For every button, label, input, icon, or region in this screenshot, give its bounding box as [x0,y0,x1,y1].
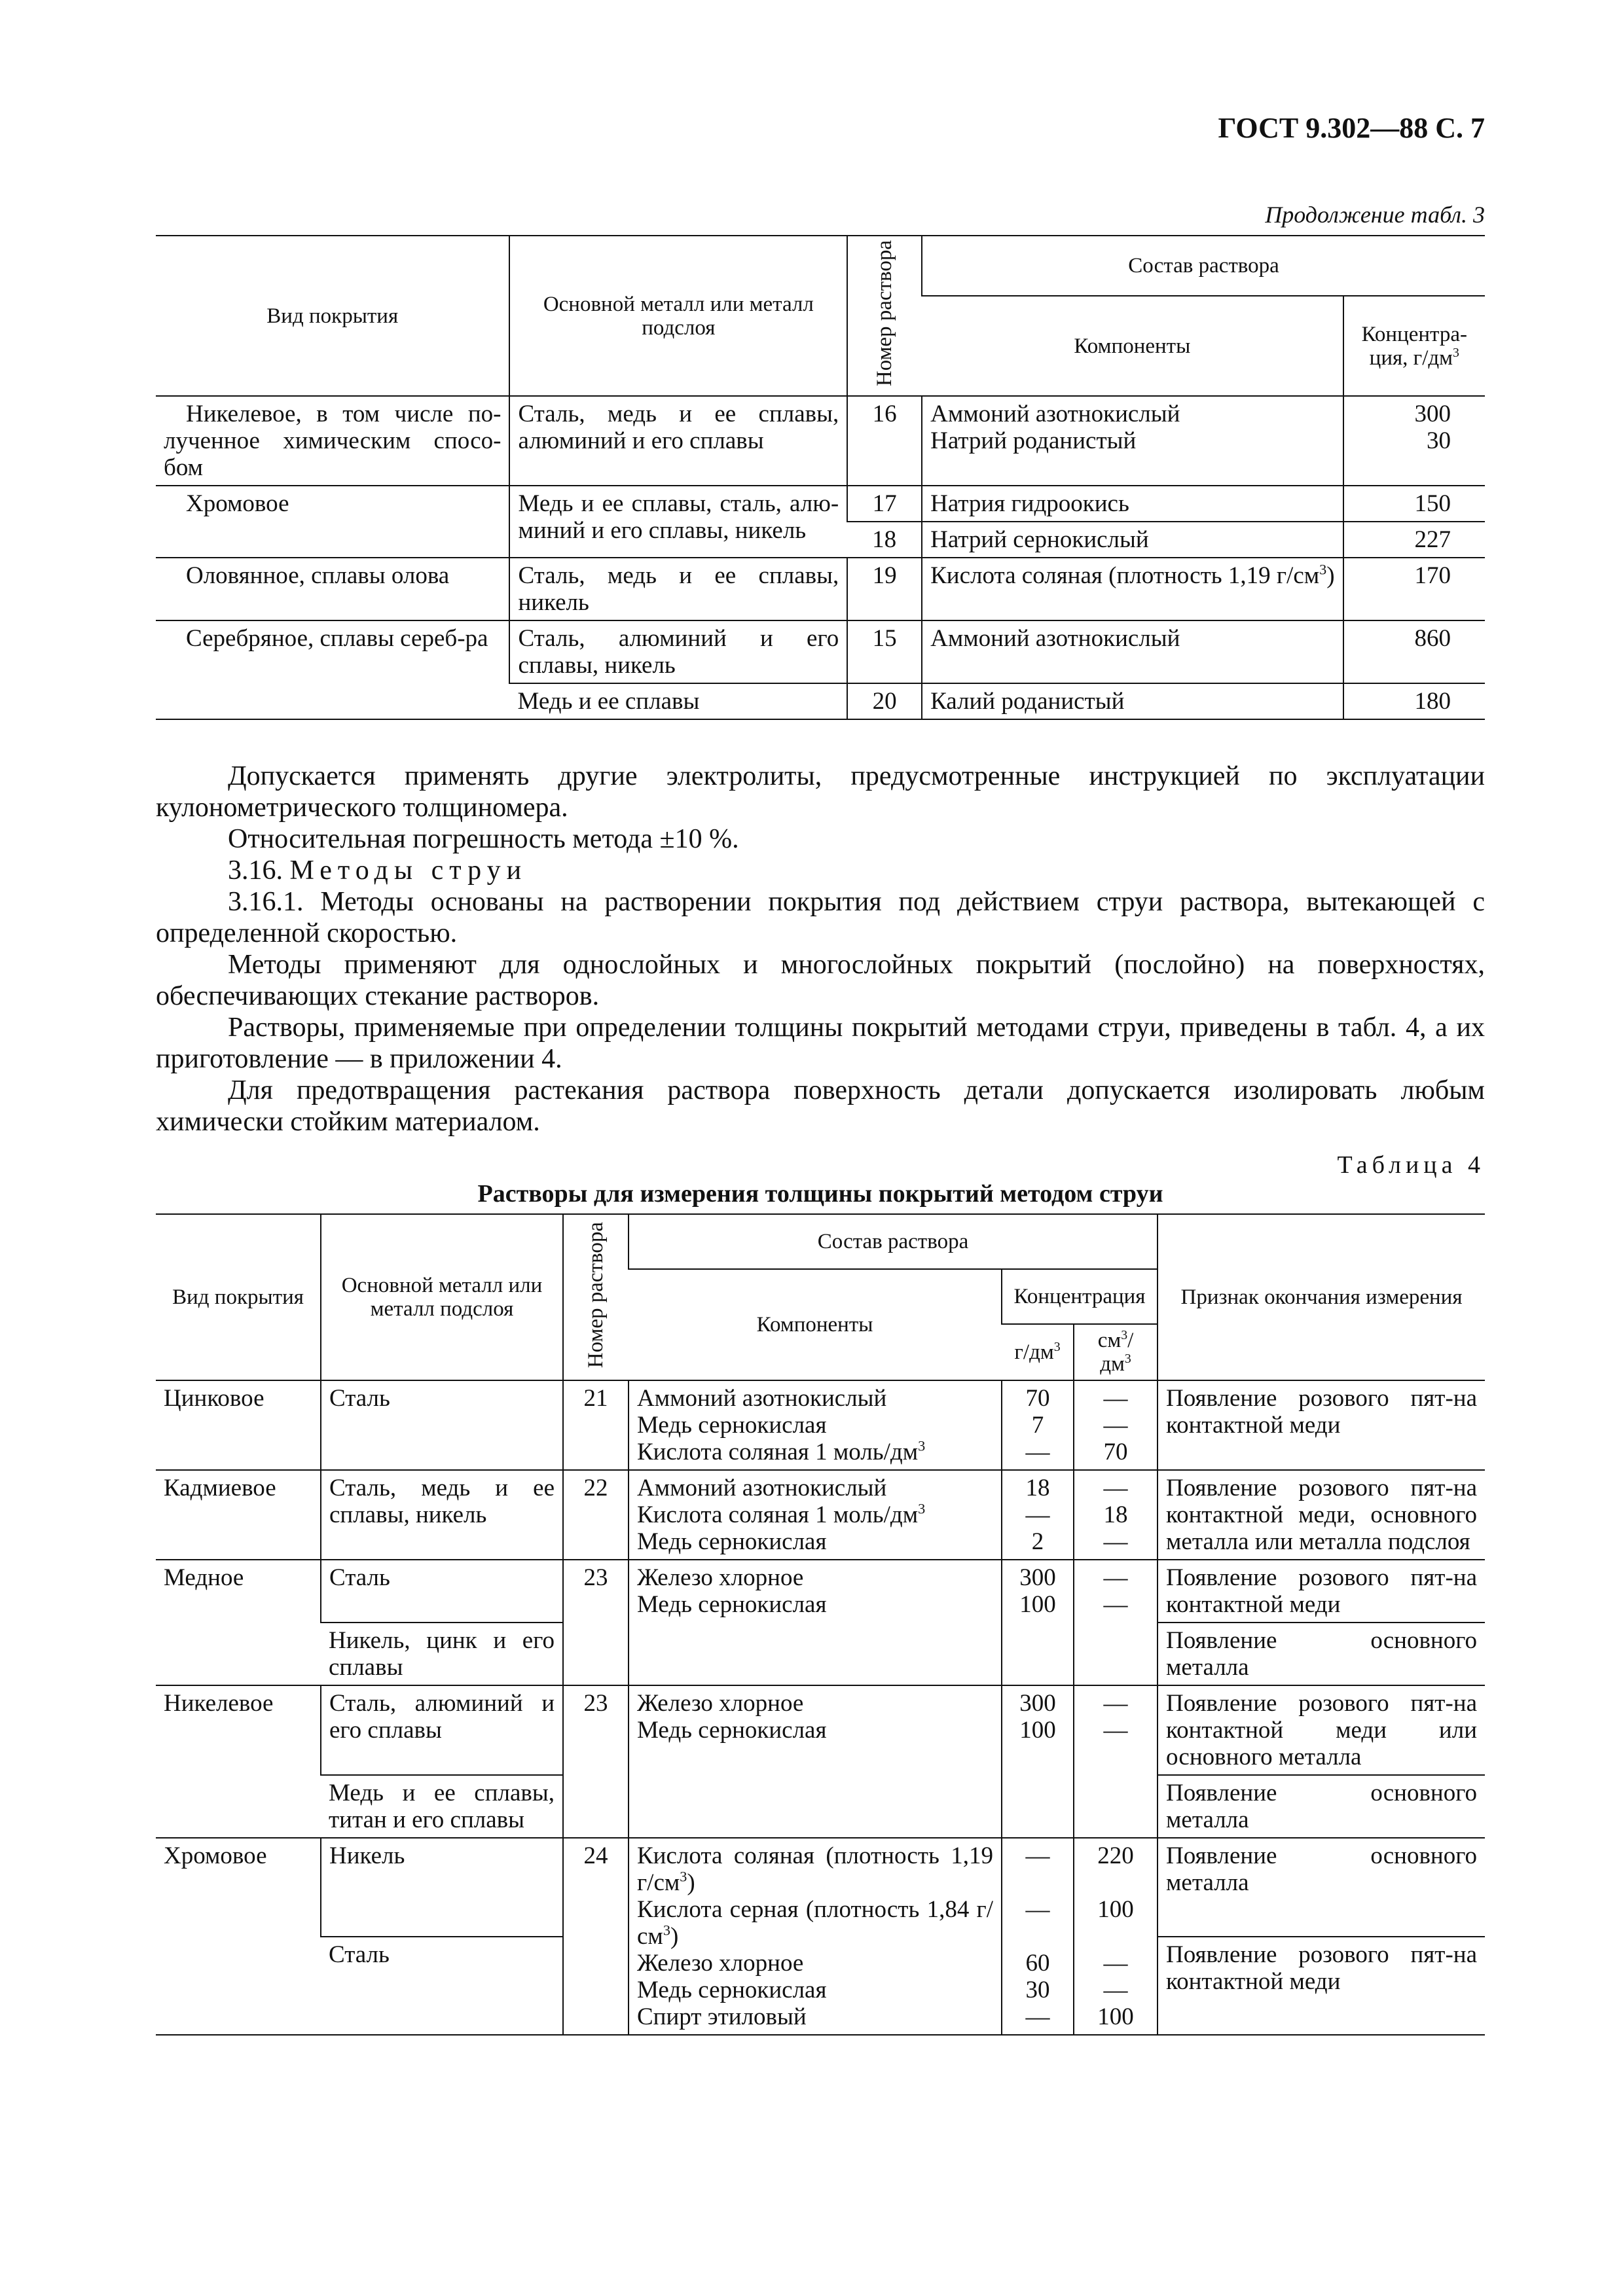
cell-komp [922,396,1343,486]
cell-komp [922,620,1343,683]
col-header-komp: Компоненты [922,296,1343,396]
value: 170 [1414,562,1451,590]
paragraph: Растворы, применяемые при определении толщины покрытий методами струи, приведены в табл. 4, а их приготовление — в приложении 4. [156,1013,1485,1075]
component: Натрий роданистый [930,427,1137,455]
cell-komp [629,1838,1002,2035]
value: 30 [1025,1977,1050,2004]
cell-metal: Сталь, алюминий и его сплавы [321,1685,563,1775]
cell-nomer: 17 [847,486,922,522]
component: Аммоний азотнокислый [637,1475,887,1502]
table-3 [156,235,1485,720]
cell-priznak: Появление розового пят-на контактной меди, основного металла или металла подслоя [1158,1470,1485,1560]
cell-priznak: Появление розового пят-на контактной меди [1158,1560,1485,1623]
value: — [1103,1690,1128,1717]
col-header-cm: $см^3/дм^3$ [1074,1324,1158,1380]
value: — [1025,1896,1050,1924]
col-header-metal: Основной металл или металл подслоя [321,1214,563,1380]
value: 70 [1025,1385,1050,1412]
cell-nomer: 24 [563,1838,629,2035]
value: — [1103,1385,1128,1412]
table-row [156,396,1485,486]
cell-nomer: 23 [563,1560,629,1685]
table-row [156,620,1485,683]
cell-konc [1343,683,1485,719]
table-row [156,1470,1485,1560]
cell-nomer: 22 [563,1470,629,1560]
value: 70 [1103,1439,1128,1466]
value: 300 [1414,401,1451,428]
cell-cm [1074,1838,1158,2035]
cell-metal: Сталь, медь и ее сплавы, никель [509,558,847,620]
component: Кислота соляная 1 моль/$дм^3$ [637,1500,926,1529]
component: Натрий сернокислый [930,526,1149,554]
col-header-konc: Концентра- ция, $г/дм^3$ [1343,296,1485,396]
col-header-nomer: Номер раствора [584,1221,608,1368]
value: 300 [1019,1564,1056,1592]
cell-vid: Никелевое [156,1685,321,1838]
value: — [1103,1475,1128,1502]
cell-metal: Медь и ее сплавы [509,683,847,719]
component: Кислота соляная (плотность 1,19 $г/см^3$) [637,1842,993,1897]
value: — [1025,2003,1050,2031]
cell-konc [1343,486,1485,522]
component: Калий роданистый [930,688,1125,715]
value: 30 [1427,427,1451,455]
value: 2 [1031,1528,1044,1556]
col-header-nomer: Номер раствора [873,240,897,387]
value: — [1103,1977,1128,2004]
cell-vid: Оловянное, сплавы олова [156,558,509,620]
cell-vid: Медное [156,1560,321,1685]
component: Медь сернокислая [637,1591,827,1619]
cell-vid: Кадмиевое [156,1470,321,1560]
cell-metal: Сталь, медь и ее сплавы, алюминий и его сплавы [509,396,847,486]
table-row [156,1560,1485,1623]
cell-priznak: Появление основного металла [1158,1838,1485,1937]
cell-komp [629,1685,1002,1838]
value: 100 [1097,1896,1134,1924]
cell-konc [1343,396,1485,486]
cell-cm [1074,1380,1158,1470]
col-header-metal: Основной металл или металл подслоя [509,236,847,396]
component: Медь сернокислая [637,1977,827,2004]
component: Железо хлорное [637,1690,804,1717]
cell-nomer: 20 [847,683,922,719]
cell-metal: Сталь [321,1380,563,1470]
value: 100 [1019,1591,1056,1619]
cell-g [1002,1380,1074,1470]
component: Аммоний азотнокислый [637,1385,887,1412]
cell-konc [1343,558,1485,620]
section-heading: 3.16. Методы струи [228,855,528,886]
value: 18 [1025,1475,1050,1502]
table-row [156,1685,1485,1775]
cell-metal: Сталь [321,1937,563,2036]
cell-nomer: 18 [847,522,922,558]
value: 18 [1103,1501,1128,1529]
component: Аммоний азотнокислый [930,401,1180,428]
cell-g [1002,1470,1074,1560]
cell-komp [629,1380,1002,1470]
cell-nomer: 21 [563,1380,629,1470]
cell-vid: Никелевое, в том числе по-лученное химическим спосо-бом [164,401,501,482]
value: — [1103,1717,1128,1744]
cell-metal: Медь и ее сплавы, сталь, алю-миний и его сплавы, никель [509,486,847,558]
cell-vid: Серебряное, сплавы сереб-ра [156,620,509,719]
cell-priznak: Появление розового пят-на контактной меди [1158,1380,1485,1470]
col-header-vid: Вид покрытия [156,236,509,396]
value: — [1025,1439,1050,1466]
table-row [156,1380,1485,1470]
cell-komp [922,683,1343,719]
cell-vid: Хромовое [156,1838,321,2035]
cell-priznak: Появление розового пят-на контактной меди или основного металла [1158,1685,1485,1775]
value: — [1103,1528,1128,1556]
cell-metal: Никель [321,1838,563,1937]
cell-priznak: Появление розового пят-на контактной меди [1158,1937,1485,2036]
table4-caption: Таблица 4 [1337,1151,1485,1179]
component: Кислота соляная 1 моль/$дм^3$ [637,1437,926,1466]
cell-komp [922,522,1343,558]
col-header-vid: Вид покрытия [156,1214,321,1380]
cell-vid: Хромовое [156,486,509,558]
value: — [1103,1564,1128,1592]
cell-cm [1074,1685,1158,1838]
value: — [1025,1842,1050,1870]
cell-metal: Сталь, алюминий и его сплавы, никель [509,620,847,683]
cell-nomer: 23 [563,1685,629,1838]
col-header-g: $г/дм^3$ [1002,1324,1074,1380]
paragraph: Для предотвращения растекания раствора поверхность детали допускается изолировать любым химически стойким материалом. [156,1075,1485,1138]
table-4 [156,1213,1485,2036]
cell-priznak: Появление основного металла [1158,1775,1485,1838]
col-header-sostav: Состав раствора [922,236,1485,296]
value: 227 [1414,526,1451,554]
col-header-komp: Компоненты [629,1269,1002,1380]
cell-cm [1074,1560,1158,1685]
paragraph: 3.16.1. Методы основаны на растворении покрытия под действием струи раствора, вытекающей с определенной скоростью. [156,887,1485,949]
cell-metal: Сталь [321,1560,563,1623]
paragraph: Методы применяют для однослойных и многослойных покрытий (послойно) на поверхностях, обеспечивающих стекание растворов. [156,950,1485,1012]
cell-priznak: Появление основного металла [1158,1623,1485,1685]
paragraph: Допускается применять другие электролиты, предусмотренные инструкцией по эксплуатации кулонометрического толщиномера. [156,761,1485,823]
table-row [156,558,1485,620]
value: 860 [1414,625,1451,653]
component: Кислота соляная (плотность 1,19 $г/см^3$) [930,561,1335,590]
cell-nomer: 19 [847,558,922,620]
component: Железо хлорное [637,1950,804,1977]
value: 150 [1414,490,1451,518]
cell-metal: Сталь, медь и ее сплавы, никель [321,1470,563,1560]
component: Натрия гидроокись [930,490,1129,518]
table4-title: Растворы для измерения толщины покрытий методом струи [477,1180,1163,1208]
col-header-priznak: Признак окончания измерения [1158,1214,1485,1380]
value: 300 [1019,1690,1056,1717]
cell-vid: Цинковое [156,1380,321,1470]
value: — [1103,1591,1128,1619]
component: Спирт этиловый [637,2003,807,2031]
cell-g [1002,1685,1074,1838]
value: 220 [1097,1842,1134,1870]
cell-cm [1074,1470,1158,1560]
component: Аммоний азотнокислый [930,625,1180,653]
cell-komp [922,558,1343,620]
cell-nomer: 16 [847,396,922,486]
cell-g [1002,1838,1074,2035]
col-header-sostav: Состав раствора [629,1214,1158,1269]
value: 180 [1414,688,1451,715]
table3-continuation: Продолжение табл. 3 [1265,202,1485,228]
component: Железо хлорное [637,1564,804,1592]
component: Медь сернокислая [637,1528,827,1556]
page-header: ГОСТ 9.302—88 С. 7 [1218,112,1485,144]
cell-metal: Медь и ее сплавы, титан и его сплавы [321,1775,563,1838]
table-row [156,486,1485,522]
cell-komp [629,1470,1002,1560]
cell-konc [1343,620,1485,683]
col-header-konc: Концентрация [1002,1269,1158,1324]
component: Медь сернокислая [637,1717,827,1744]
component: Кислота серная (плотность 1,84 $г/см^3$) [637,1896,993,1950]
document-page [156,98,1485,2036]
value: — [1103,1950,1128,1977]
component: Медь сернокислая [637,1412,827,1439]
value: — [1103,1412,1128,1439]
value: 60 [1025,1950,1050,1977]
cell-komp [922,486,1343,522]
value: 100 [1097,2003,1134,2031]
cell-konc [1343,522,1485,558]
value: 7 [1031,1412,1044,1439]
cell-nomer: 15 [847,620,922,683]
paragraph: Относительная погрешность метода ±10 %. [228,824,739,855]
value: — [1025,1501,1050,1529]
cell-g [1002,1560,1074,1685]
cell-komp [629,1560,1002,1685]
cell-metal: Никель, цинк и его сплавы [321,1623,563,1685]
table-row [156,1838,1485,1937]
value: 100 [1019,1717,1056,1744]
